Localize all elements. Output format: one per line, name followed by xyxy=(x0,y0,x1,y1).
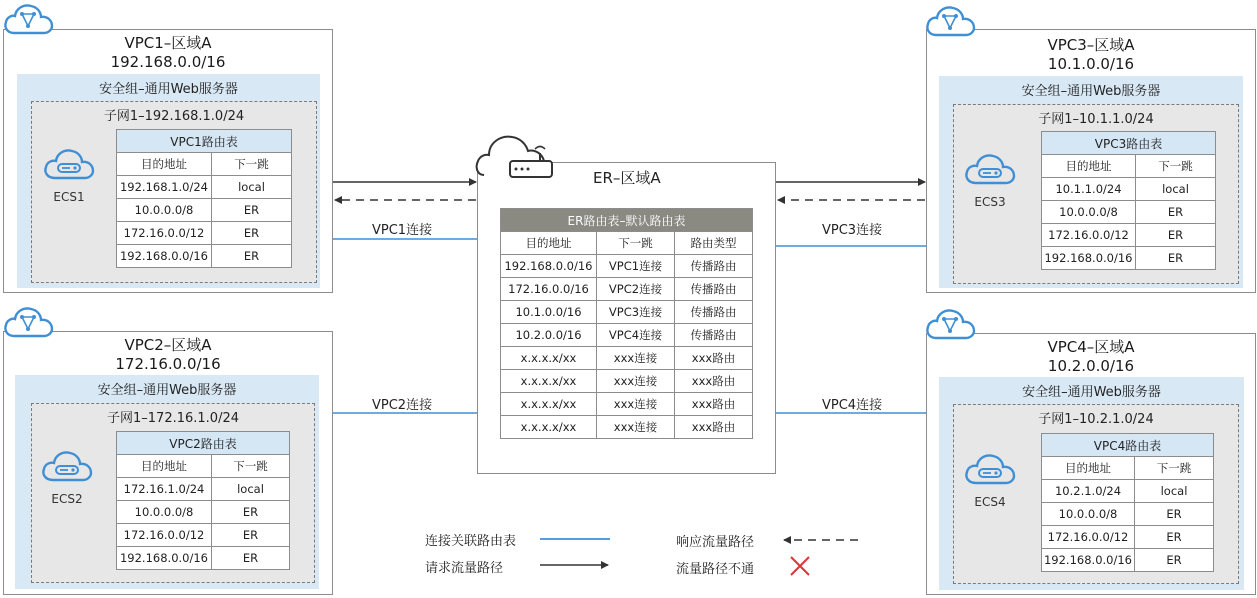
rt-cell: 192.168.0.0/16 xyxy=(117,547,212,570)
vpc4-name: VPC4–区域A xyxy=(1047,338,1135,356)
vpc-cloud-icon xyxy=(924,2,976,40)
rt-cell: xxx连接 xyxy=(597,370,675,393)
table-row xyxy=(1042,201,1216,224)
rt-cell: ER xyxy=(1136,247,1216,270)
vpc4-route-table xyxy=(1041,433,1214,572)
vpc2-security-group-label: 安全组–通用Web服务器 xyxy=(97,383,237,398)
rt-col-next-hop: 下一跳 xyxy=(212,153,292,176)
ecs4-node[interactable] xyxy=(958,449,1022,509)
rt-cell: ER xyxy=(1135,526,1214,549)
ecs-cloud-server-icon xyxy=(39,446,95,486)
rt-cell: 172.16.0.0/12 xyxy=(117,222,212,245)
vpc1-route-table xyxy=(116,129,292,268)
vpc4-cidr: 10.2.0.0/16 xyxy=(1047,357,1135,375)
vpc2-attachment-label: VPC2连接 xyxy=(372,398,433,413)
table-row xyxy=(501,347,753,370)
table-row xyxy=(501,278,753,301)
rt-cell: 172.16.0.0/12 xyxy=(117,524,212,547)
vpc2-cidr: 172.16.0.0/16 xyxy=(115,355,221,373)
vpc3-route-table xyxy=(1041,131,1216,270)
rt-cell: 192.168.0.0/16 xyxy=(1042,549,1135,572)
er-cloud-icon xyxy=(474,123,560,183)
rt-cell: ER xyxy=(212,547,290,570)
rt-col-next-hop: 下一跳 xyxy=(597,232,675,255)
table-row xyxy=(117,524,290,547)
rt-cell: x.x.x.x/xx xyxy=(501,370,597,393)
table-row xyxy=(117,547,290,570)
vpc1-name: VPC1–区域A xyxy=(124,34,212,52)
ecs-cloud-server-icon xyxy=(962,149,1018,189)
rt-col-next-hop: 下一跳 xyxy=(212,455,290,478)
table-row xyxy=(501,370,753,393)
er-route-table-title: ER路由表–默认路由表 xyxy=(501,209,753,232)
rt-col-destination: 目的地址 xyxy=(1042,457,1135,480)
legend-blocked-label: 流量路径不通 xyxy=(676,562,755,577)
table-row xyxy=(117,222,292,245)
rt-cell: ER xyxy=(1135,549,1214,572)
rt-cell: ER xyxy=(1135,503,1214,526)
vpc2-route-table xyxy=(116,431,290,570)
table-row xyxy=(501,301,753,324)
legend-response-label: 响应流量路径 xyxy=(676,535,755,550)
table-row xyxy=(501,255,753,278)
rt-col-next-hop: 下一跳 xyxy=(1135,457,1214,480)
rt-cell: local xyxy=(212,478,290,501)
rt-col-destination: 目的地址 xyxy=(117,455,212,478)
rt-cell: 传播路由 xyxy=(675,278,753,301)
vpc-cloud-icon xyxy=(2,0,54,38)
vpc3-attachment-label: VPC3连接 xyxy=(822,223,883,238)
rt-cell: VPC2连接 xyxy=(597,278,675,301)
rt-cell: 10.1.1.0/24 xyxy=(1042,178,1136,201)
table-row xyxy=(117,176,292,199)
rt-cell: 192.168.0.0/16 xyxy=(501,255,597,278)
rt-cell: 传播路由 xyxy=(675,324,753,347)
table-row xyxy=(501,324,753,347)
rt-cell: x.x.x.x/xx xyxy=(501,347,597,370)
rt-cell: 10.2.1.0/24 xyxy=(1042,480,1135,503)
rt-cell: x.x.x.x/xx xyxy=(501,416,597,439)
rt-cell: local xyxy=(1136,178,1216,201)
vpc3-cidr: 10.1.0.0/16 xyxy=(1047,55,1135,73)
rt-cell: ER xyxy=(212,245,292,268)
ecs3-node[interactable] xyxy=(958,149,1022,209)
vpc2-name: VPC2–区域A xyxy=(124,336,212,354)
rt-cell: local xyxy=(1135,480,1214,503)
rt-cell: 172.16.0.0/12 xyxy=(1042,526,1135,549)
vpc1-route-table-title: VPC1路由表 xyxy=(117,130,292,153)
rt-cell: 192.168.0.0/16 xyxy=(1042,247,1136,270)
ecs-cloud-server-icon xyxy=(962,449,1018,489)
vpc3-route-table-title: VPC3路由表 xyxy=(1042,132,1216,155)
table-row xyxy=(1042,503,1214,526)
rt-cell: 10.0.0.0/8 xyxy=(1042,503,1135,526)
legend-request-label: 请求流量路径 xyxy=(425,561,504,576)
rt-cell: 192.168.1.0/24 xyxy=(117,176,212,199)
vpc2-route-table-title: VPC2路由表 xyxy=(117,432,290,455)
rt-cell: xxx连接 xyxy=(597,347,675,370)
rt-cell: ER xyxy=(1136,201,1216,224)
vpc3-name: VPC3–区域A xyxy=(1047,36,1135,54)
table-row xyxy=(501,416,753,439)
ecs2-node[interactable] xyxy=(35,446,99,506)
rt-cell: x.x.x.x/xx xyxy=(501,393,597,416)
ecs-cloud-server-icon xyxy=(41,144,97,184)
table-row xyxy=(1042,178,1216,201)
ecs1-node[interactable] xyxy=(37,144,101,204)
rt-col-destination: 目的地址 xyxy=(1042,155,1136,178)
rt-cell: 172.16.1.0/24 xyxy=(117,478,212,501)
table-row xyxy=(1042,549,1214,572)
ecs2-label: ECS2 xyxy=(51,492,83,506)
rt-col-destination: 目的地址 xyxy=(117,153,212,176)
rt-cell: xxx连接 xyxy=(597,393,675,416)
rt-cell: xxx连接 xyxy=(597,416,675,439)
rt-cell: 传播路由 xyxy=(675,301,753,324)
rt-cell: 10.2.0.0/16 xyxy=(501,324,597,347)
er-route-table xyxy=(500,208,753,439)
vpc1-security-group-label: 安全组–通用Web服务器 xyxy=(99,82,238,97)
rt-cell: 172.16.0.0/16 xyxy=(501,278,597,301)
rt-cell: 10.1.0.0/16 xyxy=(501,301,597,324)
rt-cell: ER xyxy=(1136,224,1216,247)
table-row xyxy=(117,245,292,268)
vpc4-route-table-title: VPC4路由表 xyxy=(1042,434,1214,457)
vpc4-subnet-label: 子网1–10.2.1.0/24 xyxy=(1038,412,1154,427)
vpc1-cidr: 192.168.0.0/16 xyxy=(110,53,226,71)
rt-cell: 10.0.0.0/8 xyxy=(117,199,212,222)
rt-cell: xxx路由 xyxy=(675,370,753,393)
table-row xyxy=(117,478,290,501)
vpc3-security-group-label: 安全组–通用Web服务器 xyxy=(1021,84,1161,99)
rt-cell: xxx路由 xyxy=(675,393,753,416)
table-row xyxy=(1042,526,1214,549)
rt-cell: local xyxy=(212,176,292,199)
vpc1-attachment-label: VPC1连接 xyxy=(372,223,433,238)
rt-cell: ER xyxy=(212,222,292,245)
rt-col-route-type: 路由类型 xyxy=(675,232,753,255)
vpc4-attachment-label: VPC4连接 xyxy=(822,398,883,413)
vpc-cloud-icon xyxy=(2,303,54,341)
table-row xyxy=(1042,480,1214,503)
ecs1-label: ECS1 xyxy=(53,190,85,204)
rt-cell: VPC4连接 xyxy=(597,324,675,347)
rt-col-next-hop: 下一跳 xyxy=(1136,155,1216,178)
table-row xyxy=(1042,224,1216,247)
rt-col-destination: 目的地址 xyxy=(501,232,597,255)
rt-cell: ER xyxy=(212,501,290,524)
rt-cell: 传播路由 xyxy=(675,255,753,278)
rt-cell: ER xyxy=(212,199,292,222)
rt-cell: 10.0.0.0/8 xyxy=(1042,201,1136,224)
table-row xyxy=(1042,247,1216,270)
rt-cell: 192.168.0.0/16 xyxy=(117,245,212,268)
vpc3-subnet-label: 子网1–10.1.1.0/24 xyxy=(1038,112,1154,127)
blocked-x-icon xyxy=(791,557,809,575)
rt-cell: ER xyxy=(212,524,290,547)
rt-cell: VPC1连接 xyxy=(597,255,675,278)
legend-association-label: 连接关联路由表 xyxy=(425,534,517,549)
table-row xyxy=(117,501,290,524)
rt-cell: 172.16.0.0/12 xyxy=(1042,224,1136,247)
rt-cell: VPC3连接 xyxy=(597,301,675,324)
rt-cell: xxx路由 xyxy=(675,347,753,370)
vpc2-subnet-label: 子网1–172.16.1.0/24 xyxy=(107,411,239,426)
vpc-cloud-icon xyxy=(924,305,976,343)
rt-cell: 10.0.0.0/8 xyxy=(117,501,212,524)
er-name: ER–区域A xyxy=(593,169,661,187)
rt-cell: xxx路由 xyxy=(675,416,753,439)
vpc1-subnet-label: 子网1–192.168.1.0/24 xyxy=(103,109,245,124)
table-row xyxy=(501,393,753,416)
ecs4-label: ECS4 xyxy=(974,495,1006,509)
table-row xyxy=(117,199,292,222)
vpc4-security-group-label: 安全组–通用Web服务器 xyxy=(1022,385,1161,400)
ecs3-label: ECS3 xyxy=(974,195,1006,209)
